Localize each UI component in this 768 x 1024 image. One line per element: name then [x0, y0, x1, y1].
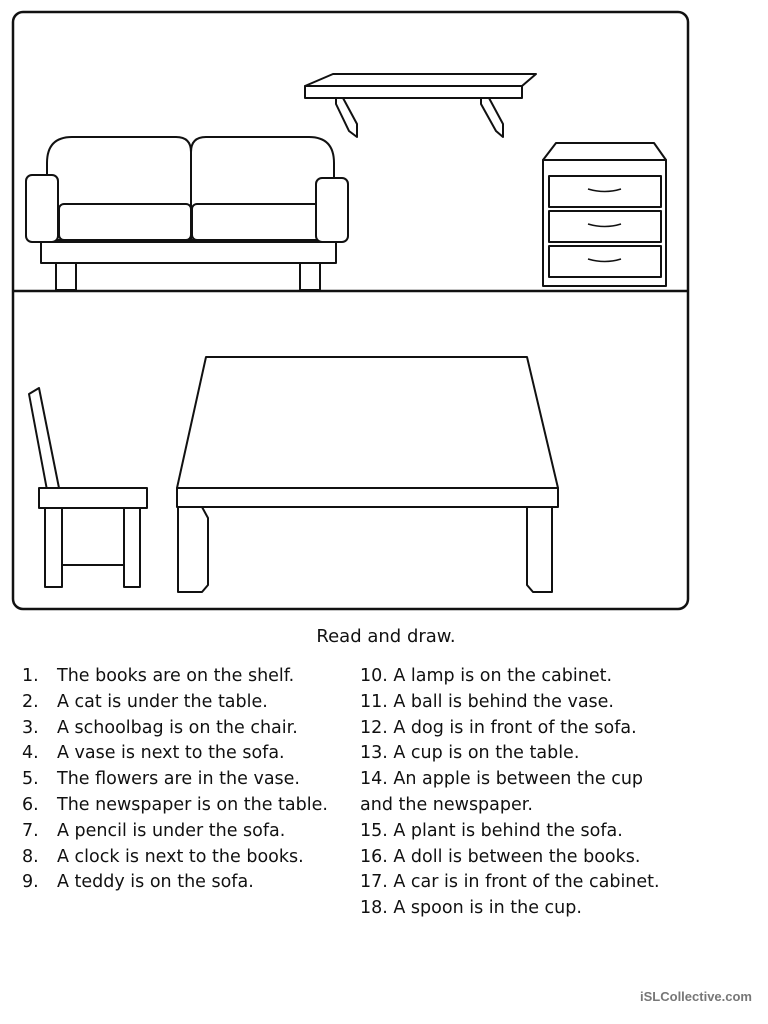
item-text: The flowers are in the vase. [57, 769, 300, 790]
shelf-drawing [305, 74, 536, 137]
list-item: 12. A dog is in front of the sofa. [360, 717, 637, 738]
sentence-list-right [360, 664, 760, 922]
chair-drawing [29, 388, 147, 587]
item-text: A cat is under the table. [57, 691, 268, 712]
list-item: 11. A ball is behind the vase. [360, 691, 614, 712]
item-number: 3. [22, 717, 39, 738]
item-number: 6. [22, 794, 39, 815]
list-item-continuation: and the newspaper. [360, 794, 533, 815]
item-number: 5. [22, 769, 39, 790]
item-text: A teddy is on the sofa. [57, 872, 254, 893]
list-item: 13. A cup is on the table. [360, 743, 580, 764]
list-item [22, 767, 362, 793]
list-item: 16. A doll is between the books. [360, 846, 641, 867]
item-number: 9. [22, 872, 39, 893]
item-number: 7. [22, 820, 39, 841]
list-item [22, 870, 362, 896]
item-text: The newspaper is on the table. [57, 794, 328, 815]
item-text: A vase is next to the sofa. [57, 743, 285, 764]
table-drawing [177, 357, 558, 592]
list-item: 18. A spoon is in the cup. [360, 898, 582, 919]
instruction-text: Read and draw. [316, 626, 456, 647]
item-text: A pencil is under the sofa. [57, 820, 286, 841]
watermark-footer: iSLCollective.com [640, 989, 752, 1004]
list-item: 10. A lamp is on the cabinet. [360, 666, 613, 686]
list-item [22, 793, 362, 819]
picture-frame [13, 12, 688, 609]
list-item: 15. A plant is behind the sofa. [360, 820, 623, 841]
list-item: 17. A car is in front of the cabinet. [360, 872, 660, 893]
list-item [22, 845, 362, 871]
item-text: A clock is next to the books. [57, 846, 304, 867]
list-item [22, 819, 362, 845]
item-number: 1. [22, 666, 39, 686]
item-number: 8. [22, 846, 39, 867]
list-item [22, 690, 362, 716]
list-item [22, 664, 362, 690]
sofa-drawing [26, 137, 348, 290]
item-text: The books are on the shelf. [57, 666, 295, 686]
cabinet-drawing [543, 143, 666, 286]
list-item [22, 716, 362, 742]
item-number: 2. [22, 691, 39, 712]
sentence-list-left [22, 664, 362, 896]
item-number: 4. [22, 743, 39, 764]
list-item: 14. An apple is between the cup [360, 769, 644, 790]
item-text: A schoolbag is on the chair. [57, 717, 298, 738]
list-item [22, 741, 362, 767]
